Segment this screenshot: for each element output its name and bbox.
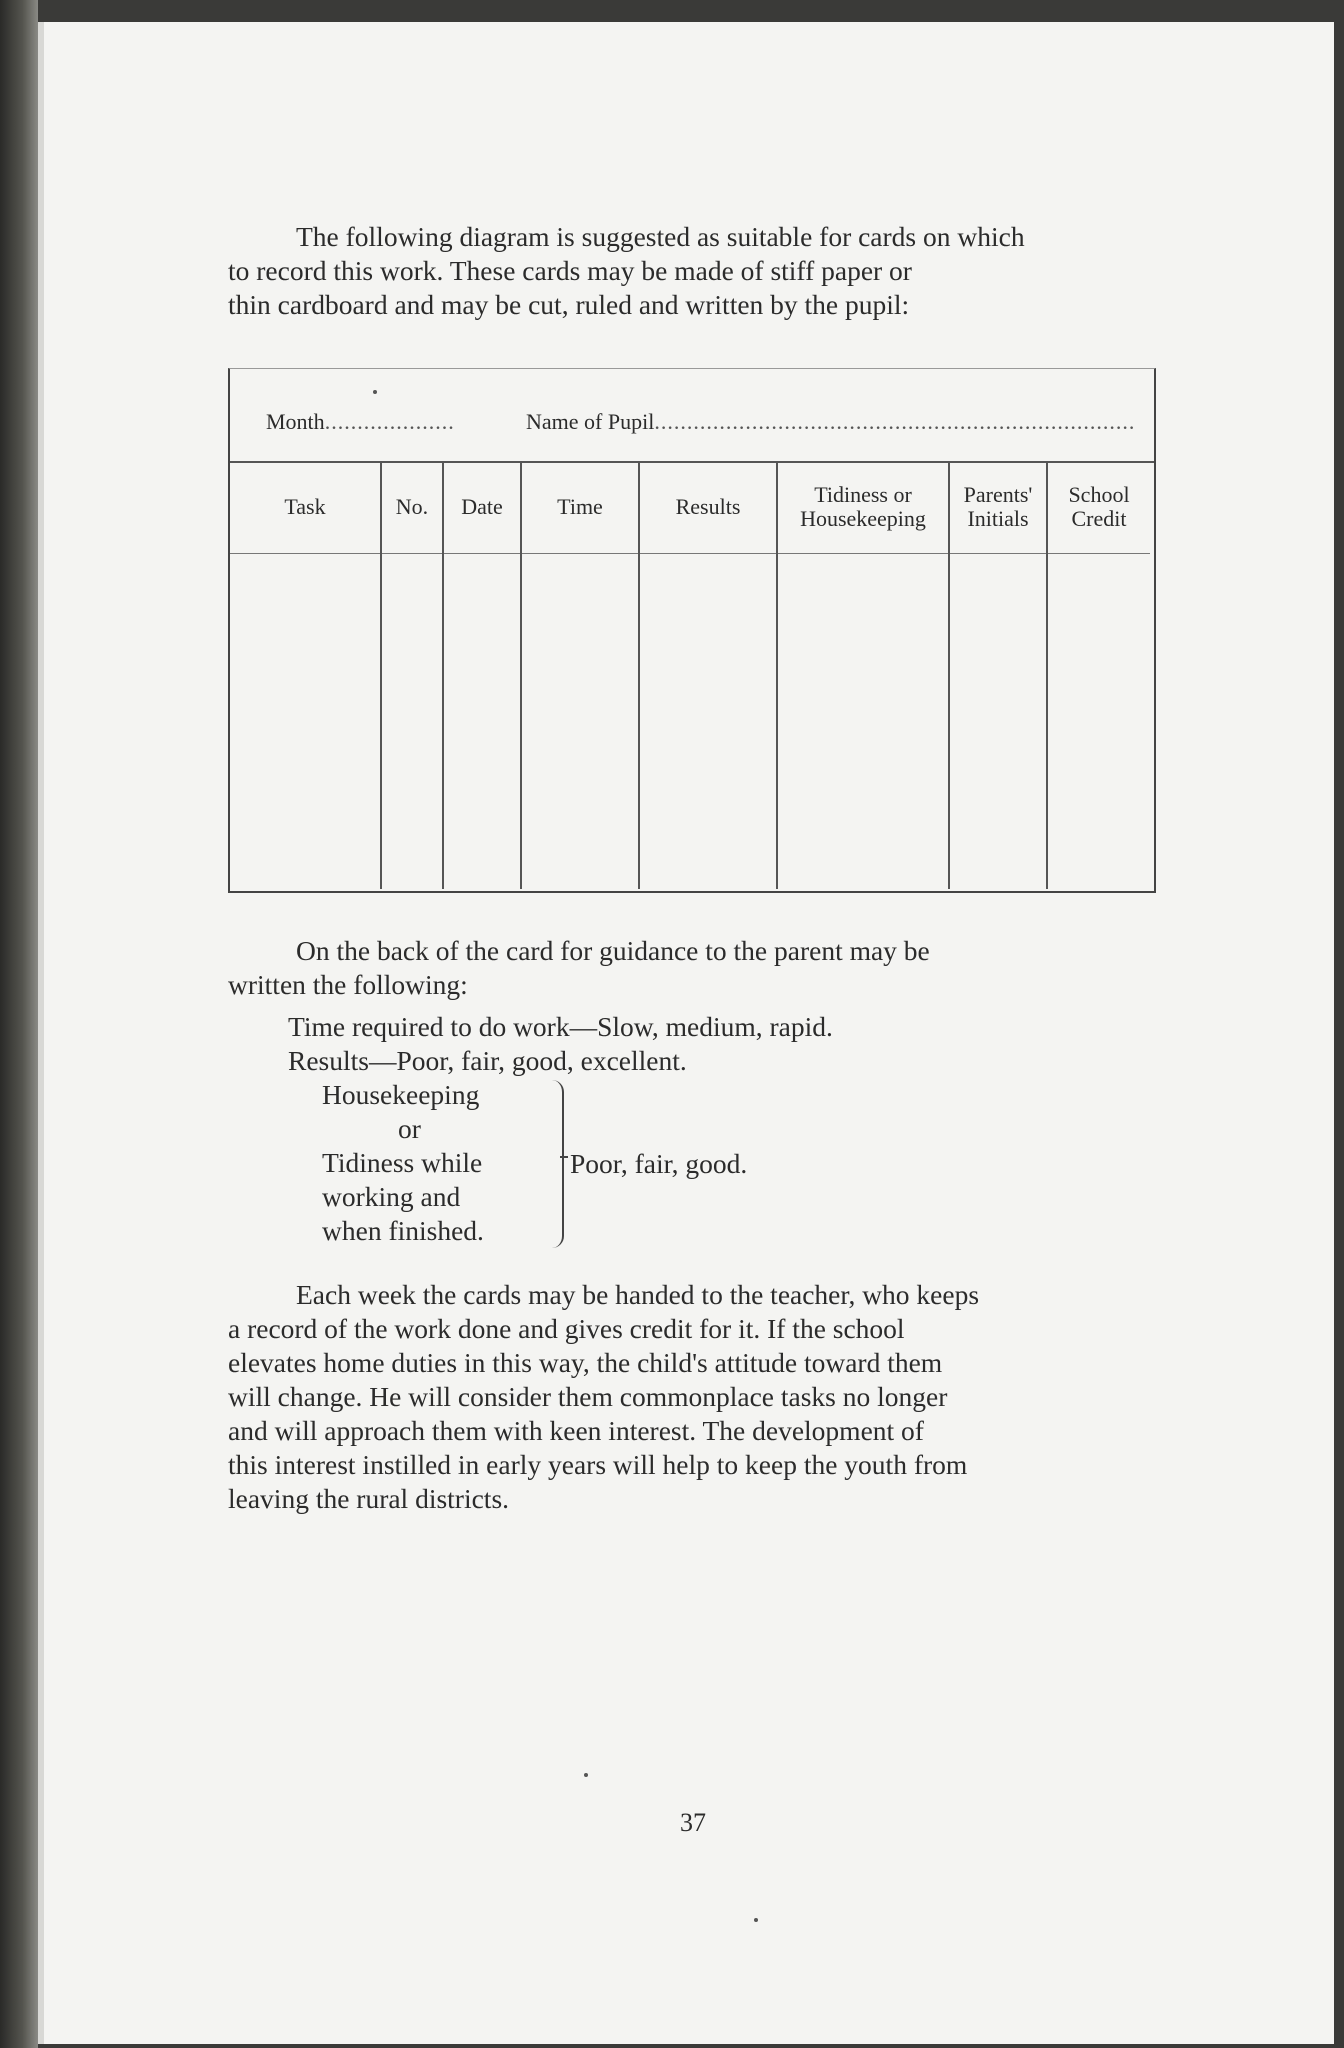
- intro-line-2: to record this work. These cards may be made of stiff paper or: [228, 255, 912, 286]
- column-task: [230, 461, 382, 889]
- column-header-line2: Housekeeping: [800, 506, 926, 531]
- hk-line: or: [398, 1113, 421, 1144]
- hk-line: when finished.: [322, 1215, 484, 1246]
- brace-tip: [560, 1156, 568, 1168]
- book-spine: [0, 0, 38, 2048]
- column-header: Parents': [963, 482, 1033, 507]
- closing-line: a record of the work done and gives credit for it. If the school: [228, 1313, 905, 1344]
- closing-line: elevates home duties in this way, the child's attitude toward them: [228, 1347, 943, 1378]
- intro-line-1: The following diagram is suggested as suitable for cards on which: [296, 221, 1025, 252]
- column-date: [444, 461, 522, 889]
- column-school-credit: [1048, 461, 1150, 889]
- closing-line: leaving the rural districts.: [228, 1483, 510, 1514]
- hk-line: working and: [322, 1181, 461, 1212]
- page-number: 37: [680, 1808, 706, 1837]
- back-line-1: On the back of the card for guidance to the parent may be: [296, 935, 930, 966]
- housekeeping-block: [322, 1078, 484, 1248]
- month-field: Month....................: [266, 409, 455, 434]
- column-no: [382, 461, 444, 889]
- column-header: School: [1068, 482, 1130, 507]
- ink-speck: [754, 1918, 758, 1922]
- intro-paragraph: [228, 220, 1158, 322]
- intro-line-3: thin cardboard and may be cut, ruled and written by the pupil:: [228, 289, 910, 320]
- record-card-diagram: [228, 368, 1156, 893]
- column-header: Results: [675, 494, 741, 519]
- back-line-2: written the following:: [228, 969, 468, 1000]
- ink-speck: [584, 1773, 588, 1777]
- closing-paragraph: [228, 1278, 1158, 1516]
- hk-line: Housekeeping: [322, 1079, 480, 1110]
- closing-line: this interest instilled in early years will help to keep the youth from: [228, 1449, 968, 1480]
- back-paragraph: [228, 934, 1158, 1002]
- column-time: [522, 461, 640, 889]
- pupil-name-field: Name of Pupil..........................................................................: [526, 409, 1136, 434]
- column-parents-initials: [950, 461, 1048, 889]
- card-columns: [230, 461, 1154, 889]
- hk-result: Poor, fair, good.: [570, 1148, 748, 1179]
- closing-line: will change. He will consider them commonplace tasks no longer: [228, 1381, 948, 1412]
- hk-line: Tidiness while: [322, 1147, 483, 1178]
- closing-line: and will approach them with keen interest. The development of: [228, 1415, 924, 1446]
- column-header: Date: [461, 494, 503, 519]
- column-results: [640, 461, 778, 889]
- column-header: No.: [395, 494, 429, 519]
- card-header: [230, 369, 1154, 463]
- column-header: Tidiness or: [814, 482, 912, 507]
- column-header-line2: Credit: [1071, 506, 1127, 531]
- ink-speck: [373, 390, 377, 394]
- guidance-results: Results—Poor, fair, good, excellent.: [288, 1045, 687, 1076]
- guidance-time: Time required to do work—Slow, medium, rapid.: [288, 1011, 833, 1042]
- column-header: Task: [284, 494, 326, 519]
- column-tidiness: [778, 461, 950, 889]
- closing-line: Each week the cards may be handed to the teacher, who keeps: [296, 1279, 980, 1310]
- guidance-list: [288, 1010, 1088, 1078]
- column-header-line2: Initials: [967, 506, 1029, 531]
- column-header: Time: [557, 494, 603, 519]
